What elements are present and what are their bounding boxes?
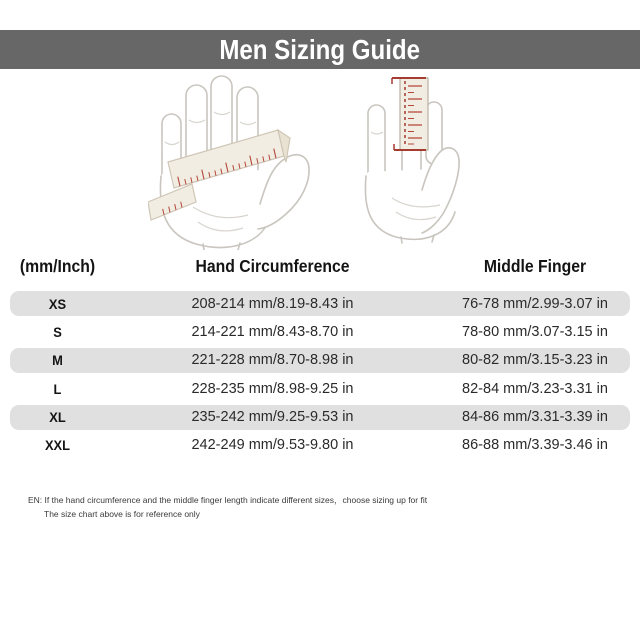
size-cell: S bbox=[53, 323, 62, 340]
hand-circumference-cell: 228-235 mm/8.98-9.25 in bbox=[191, 380, 354, 397]
table-row-xs bbox=[10, 291, 630, 316]
title-banner bbox=[0, 30, 640, 69]
middle-finger-cell: 82-84 mm/3.23-3.31 in bbox=[462, 380, 608, 397]
hand-circumference-cell: 214-221 mm/8.43-8.70 in bbox=[191, 323, 354, 340]
hand-circumference-illustration bbox=[148, 72, 336, 250]
table-header bbox=[10, 251, 630, 281]
size-table bbox=[10, 251, 630, 461]
ruler bbox=[392, 78, 428, 150]
footnote-line-1: EN: If the hand circumference and the middle finger length indicate different sizes，choose sizing up for fit bbox=[28, 495, 428, 505]
table-row-xl bbox=[10, 405, 630, 430]
column-header-unit: (mm/Inch) bbox=[19, 255, 96, 276]
table-row-m bbox=[10, 348, 630, 373]
hand-circumference-cell: 208-214 mm/8.19-8.43 in bbox=[191, 295, 354, 312]
size-cell: XXL bbox=[44, 437, 71, 454]
footnote-line-2: The size chart above is for reference only bbox=[44, 509, 200, 519]
middle-finger-cell: 78-80 mm/3.07-3.15 in bbox=[462, 323, 608, 340]
column-header-hand-circumference: Hand Circumference bbox=[195, 255, 350, 276]
size-cell: XS bbox=[48, 295, 67, 312]
column-header-middle-finger: Middle Finger bbox=[483, 255, 587, 276]
table-row-l bbox=[10, 376, 630, 401]
middle-finger-cell: 80-82 mm/3.15-3.23 in bbox=[462, 352, 608, 369]
hand-circumference-cell: 242-249 mm/9.53-9.80 in bbox=[191, 437, 354, 454]
size-cell: M bbox=[52, 352, 63, 369]
table-row-xxl bbox=[10, 433, 630, 458]
middle-finger-illustration bbox=[356, 72, 470, 244]
size-cell: XL bbox=[49, 409, 66, 426]
hand-circumference-cell: 221-228 mm/8.70-8.98 in bbox=[191, 352, 354, 369]
middle-finger-cell: 84-86 mm/3.31-3.39 in bbox=[462, 409, 608, 426]
size-cell: L bbox=[53, 380, 62, 397]
middle-finger-cell: 76-78 mm/2.99-3.07 in bbox=[462, 295, 608, 312]
page-title: Men Sizing Guide bbox=[219, 33, 421, 65]
hand-circumference-cell: 235-242 mm/9.25-9.53 in bbox=[191, 409, 354, 426]
footnote bbox=[28, 493, 588, 521]
middle-finger-cell: 86-88 mm/3.39-3.46 in bbox=[462, 437, 608, 454]
table-row-s bbox=[10, 319, 630, 344]
